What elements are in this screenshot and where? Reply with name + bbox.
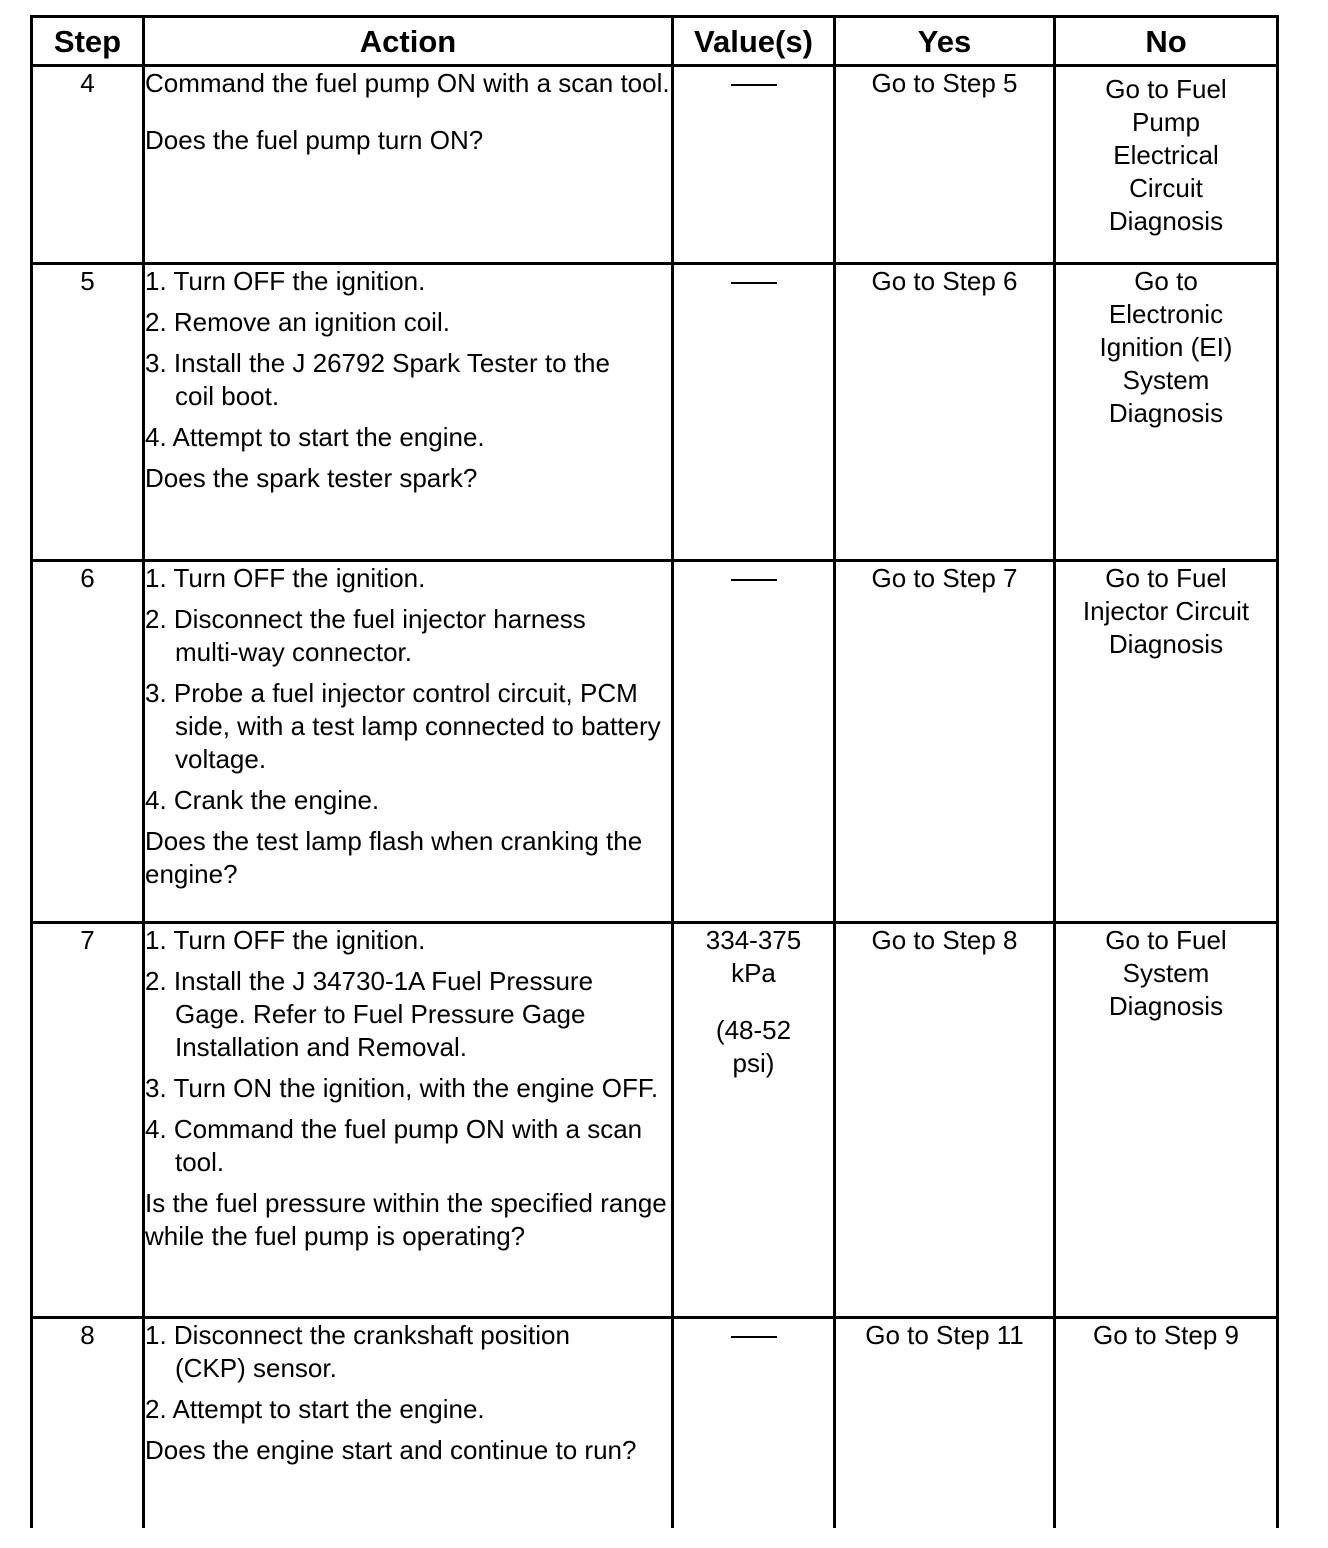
- step-number: 5: [32, 264, 144, 561]
- action-step: 2. Install the J 34730-1A Fuel Pressure Gage. Refer to Fuel Pressure Gage Installation and Removal.: [145, 966, 594, 1062]
- no-value-dash: [731, 579, 777, 581]
- table-row: [32, 66, 1278, 264]
- action-step: 1. Turn OFF the ignition.: [145, 266, 426, 296]
- no-link[interactable]: Go to Fuel Injector Circuit Diagnosis: [1055, 561, 1278, 923]
- action-step: 3. Turn ON the ignition, with the engine OFF.: [145, 1073, 659, 1103]
- no-value-dash: [731, 84, 777, 86]
- action-question: Does the spark tester spark?: [145, 463, 478, 493]
- action-steps: [145, 562, 671, 817]
- action-cell: [144, 66, 673, 264]
- action-text: Command the fuel pump ON with a scan tool.: [145, 68, 670, 98]
- table-row: [32, 1318, 1278, 1528]
- action-step: 4. Command the fuel pump ON with a scan tool.: [145, 1114, 643, 1177]
- action-cell: [144, 1318, 673, 1528]
- step-number: 7: [32, 923, 144, 1318]
- header-yes: Yes: [835, 17, 1055, 66]
- yes-link[interactable]: Go to Step 5: [835, 66, 1055, 264]
- action-steps: [145, 924, 671, 1179]
- action-step: 2. Attempt to start the engine.: [145, 1394, 485, 1424]
- value-imperial: (48-52 psi): [715, 1015, 792, 1078]
- action-question: Does the test lamp flash when cranking the engine?: [145, 826, 643, 889]
- action-cell: [144, 264, 673, 561]
- value-cell: [673, 264, 835, 561]
- header-row: [32, 17, 1278, 66]
- yes-link[interactable]: Go to Step 11: [835, 1318, 1055, 1528]
- action-step: 1. Turn OFF the ignition.: [145, 925, 426, 955]
- action-question: Does the fuel pump turn ON?: [145, 125, 484, 155]
- table-row: [32, 264, 1278, 561]
- action-step: 1. Turn OFF the ignition.: [145, 563, 426, 593]
- header-step: Step: [32, 17, 144, 66]
- action-step: 3. Install the J 26792 Spark Tester to the coil boot.: [145, 348, 610, 411]
- action-question: Does the engine start and continue to run?: [145, 1435, 637, 1465]
- action-steps: [145, 1319, 671, 1426]
- value-cell: [673, 66, 835, 264]
- value-cell: [673, 1318, 835, 1528]
- header-values: Value(s): [673, 17, 835, 66]
- step-number: 8: [32, 1318, 144, 1528]
- no-link[interactable]: Go to Fuel Pump Electrical Circuit Diagnosis: [1055, 66, 1278, 264]
- action-question: Is the fuel pressure within the specified range while the fuel pump is operating?: [145, 1188, 667, 1251]
- table-row: [32, 923, 1278, 1318]
- action-cell: [144, 561, 673, 923]
- step-number: 4: [32, 66, 144, 264]
- header-action: Action: [144, 17, 673, 66]
- header-no: No: [1055, 17, 1278, 66]
- action-step: 3. Probe a fuel injector control circuit, PCM side, with a test lamp connected to battery voltage.: [145, 678, 661, 774]
- no-link[interactable]: Go to Step 9: [1055, 1318, 1278, 1528]
- no-link[interactable]: Go to Electronic Ignition (EI) System Diagnosis: [1055, 264, 1278, 561]
- value-cell: [673, 561, 835, 923]
- yes-link[interactable]: Go to Step 8: [835, 923, 1055, 1318]
- action-step: 2. Disconnect the fuel injector harness multi-way connector.: [145, 604, 586, 667]
- value-metric: 334-375 kPa: [705, 925, 802, 988]
- action-step: 4. Attempt to start the engine.: [145, 422, 485, 452]
- step-number: 6: [32, 561, 144, 923]
- no-value-dash: [731, 1336, 777, 1338]
- action-step: 1. Disconnect the crankshaft position (CKP) sensor.: [145, 1320, 570, 1383]
- action-steps: [145, 265, 671, 454]
- value-cell: [673, 923, 835, 1318]
- no-value-dash: [731, 282, 777, 284]
- action-step: 4. Crank the engine.: [145, 785, 380, 815]
- diagnostic-table-container: [30, 15, 1276, 1528]
- no-link[interactable]: Go to Fuel System Diagnosis: [1055, 923, 1278, 1318]
- table-row: [32, 561, 1278, 923]
- action-step: 2. Remove an ignition coil.: [145, 307, 450, 337]
- diagnostic-table: [30, 15, 1279, 1528]
- action-cell: [144, 923, 673, 1318]
- yes-link[interactable]: Go to Step 7: [835, 561, 1055, 923]
- yes-link[interactable]: Go to Step 6: [835, 264, 1055, 561]
